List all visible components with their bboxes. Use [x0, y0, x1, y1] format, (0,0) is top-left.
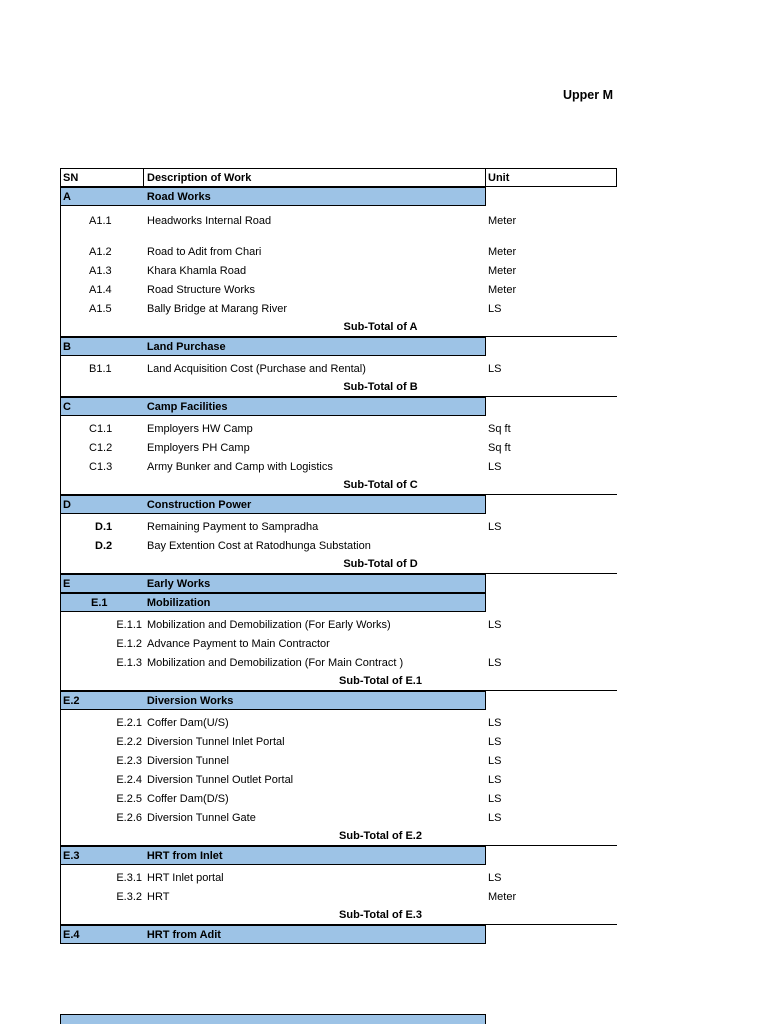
- item-description: Land Acquisition Cost (Purchase and Rental): [147, 362, 366, 375]
- item-sn: E.2.4: [116, 773, 142, 786]
- item-description: Employers HW Camp: [147, 422, 253, 435]
- section-code: A: [63, 190, 71, 203]
- item-row: [61, 653, 617, 672]
- item-row: [61, 211, 617, 230]
- item-unit: LS: [488, 792, 502, 805]
- item-sn: B1.1: [89, 362, 112, 375]
- item-unit: Sq ft: [488, 441, 511, 454]
- item-unit: LS: [488, 362, 502, 375]
- item-description: Headworks Internal Road: [147, 214, 272, 227]
- item-unit: Sq ft: [488, 422, 511, 435]
- item-description: HRT: [147, 890, 170, 903]
- section-code: E.4: [63, 928, 80, 941]
- section-title: Construction Power: [146, 498, 252, 511]
- item-sn: E.2.1: [116, 716, 142, 729]
- section-band: [61, 574, 486, 593]
- section-band: [61, 593, 486, 612]
- item-row: [61, 713, 617, 732]
- subtotal-row: [61, 672, 617, 691]
- item-description: Road Structure Works: [147, 283, 256, 296]
- section-title: HRT from Inlet: [146, 849, 223, 862]
- section-band: [61, 397, 486, 416]
- item-description: Bay Extention Cost at Ratodhunga Substation: [147, 539, 371, 552]
- subtotal-row: [61, 827, 617, 846]
- section-code: E.3: [63, 849, 80, 862]
- subtotal-label: Sub-Total of B: [343, 381, 418, 393]
- subtotal-row: [61, 318, 617, 337]
- col-header-unit: Unit: [486, 169, 617, 186]
- item-row: [61, 242, 617, 261]
- subtotal-spacer: [61, 555, 144, 573]
- item-row: [61, 359, 617, 378]
- item-description: Diversion Tunnel Gate: [147, 811, 256, 824]
- item-description: Road to Adit from Chari: [147, 245, 262, 258]
- subtotal-spacer: [61, 318, 144, 336]
- item-unit: Meter: [488, 214, 517, 227]
- item-row: [61, 732, 617, 751]
- section-code: E: [63, 577, 71, 590]
- item-sn: E.1.3: [116, 656, 142, 669]
- subtotal-label: Sub-Total of E.2: [339, 830, 422, 842]
- boq-table: [60, 168, 617, 944]
- col-header-sn: SN: [61, 169, 144, 186]
- item-description: HRT Inlet portal: [147, 871, 224, 884]
- item-row: [61, 457, 617, 476]
- section-title: Camp Facilities: [146, 400, 228, 413]
- document-title: Upper M: [563, 88, 613, 102]
- section-code: E.2: [63, 694, 80, 707]
- section-title: HRT from Adit: [146, 928, 221, 941]
- item-row: [61, 419, 617, 438]
- subtotal-row: [61, 378, 617, 397]
- item-sn: D.1: [95, 520, 113, 533]
- item-unit: LS: [488, 754, 502, 767]
- item-description: Mobilization and Demobilization (For Early Works): [147, 618, 391, 631]
- item-row: [61, 868, 617, 887]
- item-sn: C1.3: [89, 460, 113, 473]
- item-description: Diversion Tunnel Inlet Portal: [147, 735, 285, 748]
- item-unit: Meter: [488, 283, 517, 296]
- section-band-row: [61, 846, 617, 865]
- item-unit: Meter: [488, 245, 517, 258]
- section-band-row: [61, 593, 617, 612]
- section-band: [61, 925, 486, 944]
- item-row: [61, 887, 617, 906]
- item-row: [61, 261, 617, 280]
- item-unit: Meter: [488, 264, 517, 277]
- section-band-row: [61, 337, 617, 356]
- spacer-row: [61, 230, 617, 242]
- section-title: Diversion Works: [146, 694, 234, 707]
- section-band-row: [61, 691, 617, 710]
- item-unit: [486, 536, 617, 555]
- section-band: [61, 846, 486, 865]
- section-band-row: [61, 925, 617, 944]
- item-description: Bally Bridge at Marang River: [147, 302, 288, 315]
- section-title: Early Works: [146, 577, 211, 590]
- item-description: Mobilization and Demobilization (For Main Contract ): [147, 656, 404, 669]
- subtotal-spacer: [61, 378, 144, 396]
- subtotal-spacer: [61, 672, 144, 690]
- item-row: [61, 517, 617, 536]
- subtotal-row: [61, 555, 617, 574]
- item-sn: E.2.6: [116, 811, 142, 824]
- subtotal-spacer: [61, 476, 144, 494]
- section-band: [61, 337, 486, 356]
- section-band: [61, 187, 486, 206]
- section-band-row: [61, 574, 617, 593]
- partial-section-band: [60, 1014, 486, 1024]
- section-band-row: [61, 397, 617, 416]
- item-sn: A1.2: [89, 245, 112, 258]
- item-row: [61, 615, 617, 634]
- item-unit: LS: [488, 618, 502, 631]
- item-sn: E.2.2: [116, 735, 142, 748]
- subtotal-label: Sub-Total of E.3: [339, 909, 422, 921]
- item-sn: E.2.3: [116, 754, 142, 767]
- item-unit: LS: [488, 302, 502, 315]
- item-description: Army Bunker and Camp with Logistics: [147, 460, 333, 473]
- section-code: E.1: [91, 596, 108, 609]
- section-code: D: [63, 498, 71, 511]
- item-sn: E.3.1: [116, 871, 142, 884]
- table-header-row: [61, 168, 617, 187]
- item-row: [61, 789, 617, 808]
- section-title: Mobilization: [146, 596, 211, 609]
- section-band-row: [61, 495, 617, 514]
- subtotal-label: Sub-Total of E.1: [339, 675, 422, 687]
- item-sn: C1.2: [89, 441, 113, 454]
- item-sn: E.2.5: [116, 792, 142, 805]
- item-row: [61, 751, 617, 770]
- item-description: Coffer Dam(D/S): [147, 792, 229, 805]
- item-description: Advance Payment to Main Contractor: [147, 637, 330, 650]
- item-unit: LS: [488, 656, 502, 669]
- subtotal-spacer: [61, 827, 144, 845]
- item-unit: LS: [488, 460, 502, 473]
- item-row: [61, 280, 617, 299]
- subtotal-spacer: [61, 906, 144, 924]
- item-sn: A1.4: [89, 283, 112, 296]
- item-description: Coffer Dam(U/S): [147, 716, 229, 729]
- item-unit: LS: [488, 811, 502, 824]
- item-description: Diversion Tunnel Outlet Portal: [147, 773, 294, 786]
- item-sn: E.1.2: [116, 637, 142, 650]
- item-sn: A1.1: [89, 214, 112, 227]
- subtotal-label: Sub-Total of C: [343, 479, 418, 491]
- item-unit: LS: [488, 735, 502, 748]
- item-row: [61, 770, 617, 789]
- item-sn: C1.1: [89, 422, 113, 435]
- item-unit: LS: [488, 773, 502, 786]
- item-sn: D.2: [95, 539, 113, 552]
- section-code: C: [63, 400, 71, 413]
- item-sn: A1.5: [89, 302, 112, 315]
- item-row: [61, 536, 617, 555]
- item-unit: LS: [488, 716, 502, 729]
- item-unit: Meter: [488, 890, 517, 903]
- item-sn: E.1.1: [116, 618, 142, 631]
- item-unit: LS: [488, 871, 502, 884]
- section-band-row: [61, 187, 617, 206]
- subtotal-label: Sub-Total of A: [343, 321, 418, 333]
- item-description: Employers PH Camp: [147, 441, 250, 454]
- item-row: [61, 808, 617, 827]
- subtotal-row: [61, 476, 617, 495]
- item-row: [61, 634, 617, 653]
- subtotal-label: Sub-Total of D: [343, 558, 418, 570]
- item-sn: E.3.2: [116, 890, 142, 903]
- section-title: Land Purchase: [146, 340, 226, 353]
- section-band: [61, 691, 486, 710]
- section-code: B: [63, 340, 71, 353]
- section-band: [61, 495, 486, 514]
- section-title: Road Works: [146, 190, 211, 203]
- item-row: [61, 299, 617, 318]
- subtotal-row: [61, 906, 617, 925]
- item-row: [61, 438, 617, 457]
- item-unit: LS: [488, 520, 502, 533]
- item-description: Khara Khamla Road: [147, 264, 247, 277]
- item-sn: A1.3: [89, 264, 112, 277]
- item-unit: [486, 634, 617, 653]
- col-header-description: Description of Work: [144, 169, 486, 186]
- item-description: Diversion Tunnel: [147, 754, 229, 767]
- item-description: Remaining Payment to Sampradha: [147, 520, 319, 533]
